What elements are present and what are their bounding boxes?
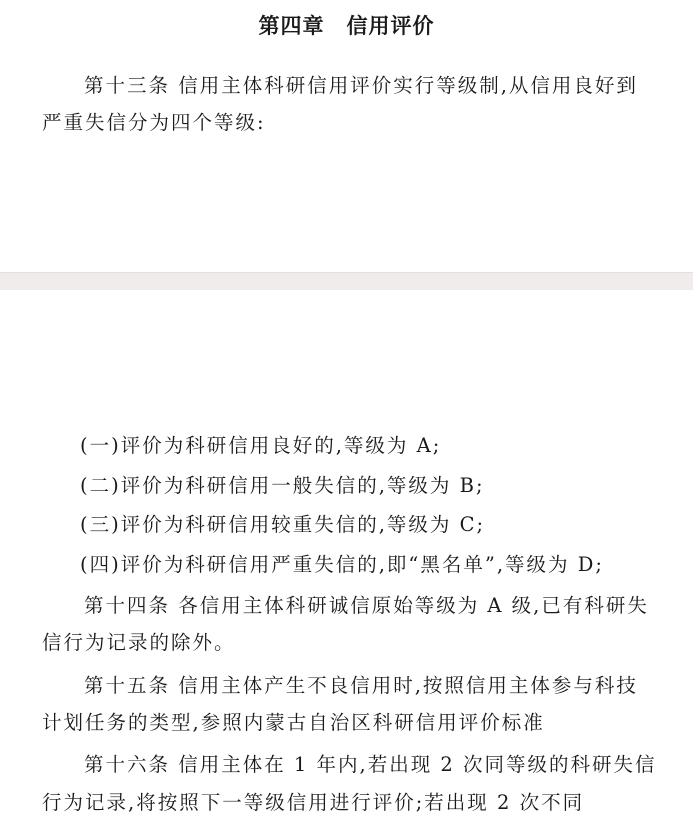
- grade-b: (二)评价为科研信用一般失信的,等级为 B;: [80, 474, 485, 497]
- article16-line2: 行为记录,将按照下一等级信用进行评价;若出现 2 次不同: [42, 791, 585, 814]
- article15-line2: 计划任务的类型,参照内蒙古自治区科研信用评价标准: [42, 711, 545, 734]
- article16-line1: 第十六条 信用主体在 1 年内,若出现 2 次同等级的科研失信: [84, 753, 657, 776]
- page-top: [0, 0, 693, 272]
- grade-d: (四)评价为科研信用严重失信的,即“黑名单”,等级为 D;: [80, 553, 604, 576]
- chapter-title: 第四章 信用评价: [258, 14, 435, 38]
- article14-line2: 信行为记录的除外。: [42, 631, 236, 654]
- article13-line2: 严重失信分为四个等级:: [42, 111, 266, 134]
- article15-line1: 第十五条 信用主体产生不良信用时,按照信用主体参与科技: [84, 674, 638, 697]
- page-bottom: [0, 290, 693, 824]
- page-separator: [0, 272, 693, 292]
- grade-c: (三)评价为科研信用较重失信的,等级为 C;: [80, 513, 486, 536]
- article14-line1: 第十四条 各信用主体科研诚信原始等级为 A 级,已有科研失: [84, 594, 649, 617]
- article13-line1: 第十三条 信用主体科研信用评价实行等级制,从信用良好到: [84, 74, 638, 97]
- grade-a: (一)评价为科研信用良好的,等级为 A;: [80, 434, 442, 457]
